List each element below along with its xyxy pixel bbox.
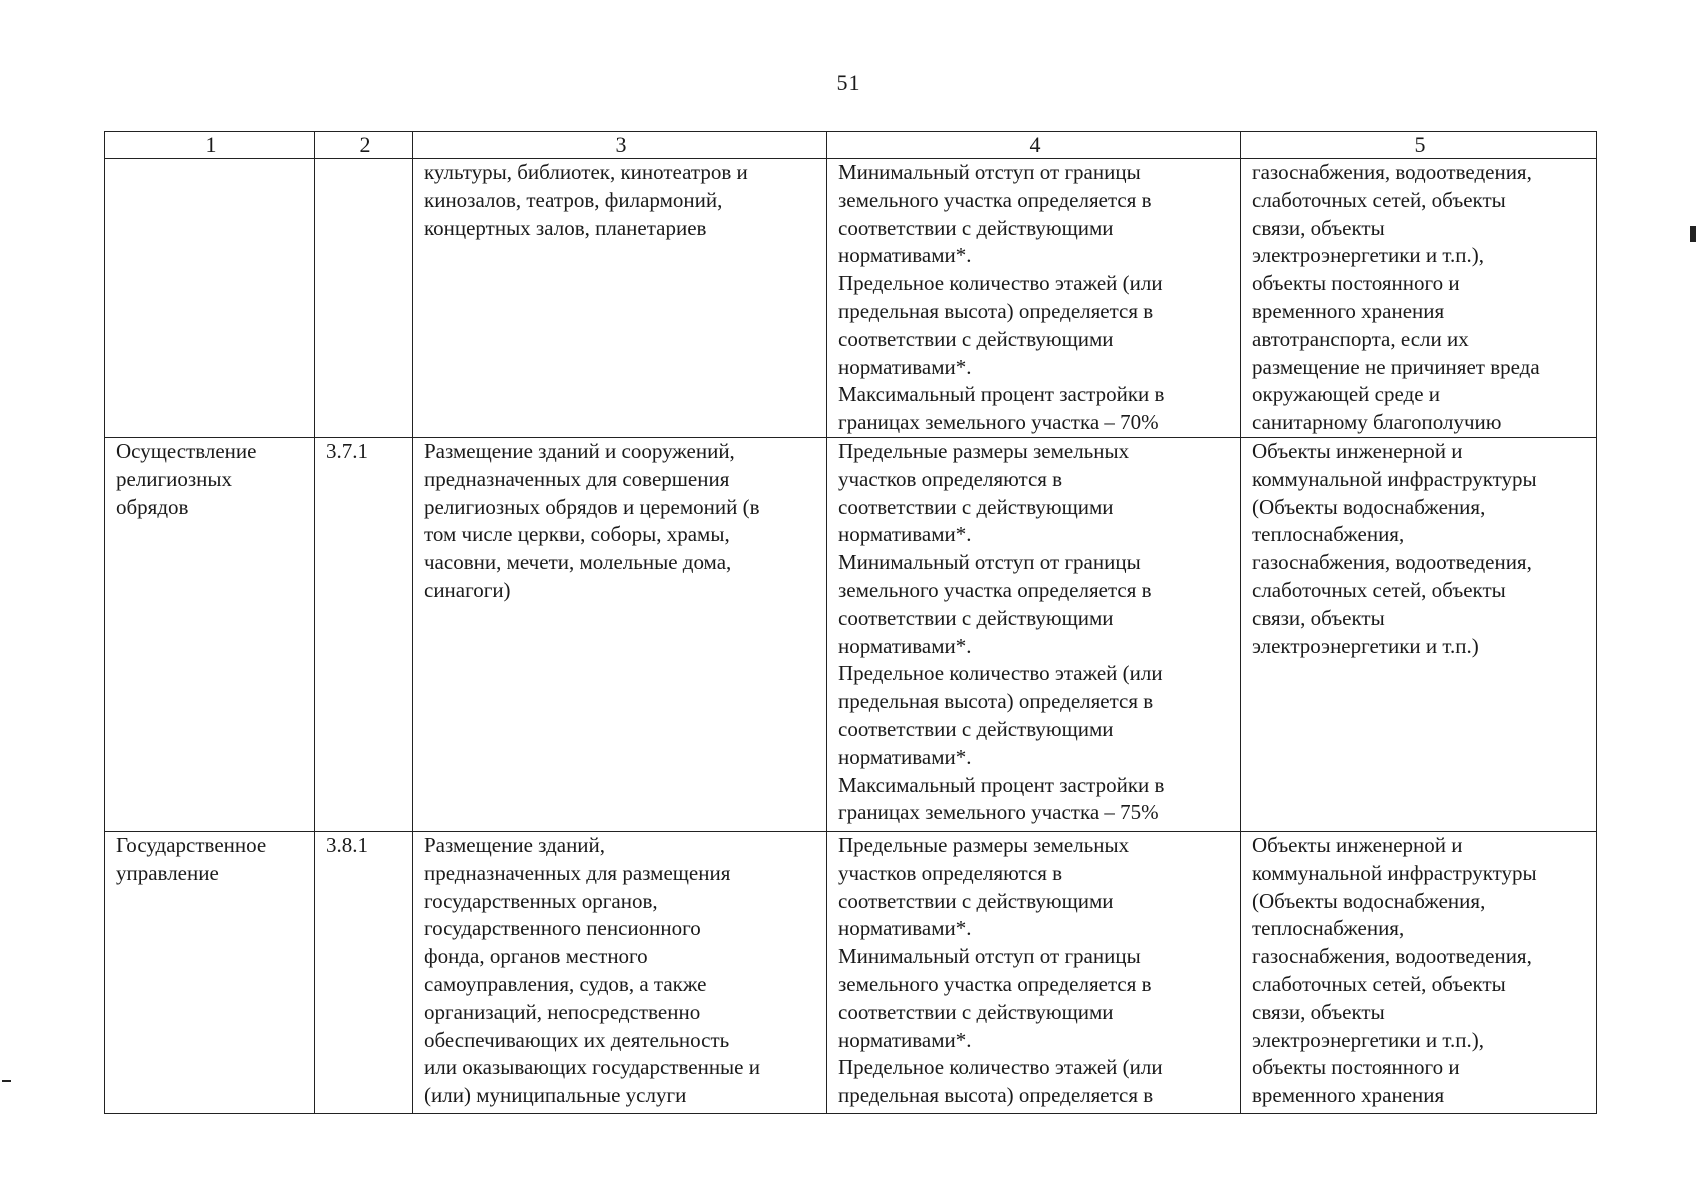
parameters-cell: Предельные размеры земельных участков определяются в соответствии с действующими нормативами*. Минимальный отступ от границы земельного участка определяется в соответствии с действующими нормативами*. Предельное количество этажей (или предельная высота) определяется в соответствии с действующими нормативами*. Максимальный процент застройки в границах земельного участка – 75% xyxy=(827,437,1241,831)
margin-tick-mark xyxy=(2,1080,11,1082)
column-header-2: 2 xyxy=(315,132,413,159)
page-number: 51 xyxy=(836,70,861,95)
land-use-table xyxy=(104,131,1597,1114)
table-row xyxy=(105,159,1597,438)
column-header-3: 3 xyxy=(413,132,827,159)
edge-scan-mark xyxy=(1690,226,1696,242)
description-cell: культуры, библиотек, кинотеатров и кинозалов, театров, филармоний, концертных залов, планетариев xyxy=(413,159,827,438)
auxiliary-uses-cell: Объекты инженерной и коммунальной инфраструктуры (Объекты водоснабжения, теплоснабжения, газоснабжения, водоотведения, слаботочных сетей, объекты связи, объекты электроэнергетики и т.п.) xyxy=(1241,437,1597,831)
auxiliary-uses-cell: газоснабжения, водоотведения, слаботочных сетей, объекты связи, объекты электроэнергетики и т.п.), объекты постоянного и временного хранения автотранспорта, если их размещение не причиняет вреда окружающей среде и санитарному благополучию xyxy=(1241,159,1597,438)
parameters-cell: Предельные размеры земельных участков определяются в соответствии с действующими нормативами*. Минимальный отступ от границы земельного участка определяется в соответствии с действующими нормативами*. Предельное количество этажей (или предельная высота) определяется в xyxy=(827,831,1241,1113)
table-row xyxy=(105,831,1597,1113)
use-code-cell: 3.7.1 xyxy=(315,437,413,831)
use-name-cell xyxy=(105,159,315,438)
use-code-cell xyxy=(315,159,413,438)
use-name-cell: Осуществление религиозных обрядов xyxy=(105,437,315,831)
description-cell: Размещение зданий, предназначенных для размещения государственных органов, государственного пенсионного фонда, органов местного самоуправления, судов, а также организаций, непосредственно обеспечивающих их деятельность или оказывающих государственные и (или) муниципальные услуги xyxy=(413,831,827,1113)
column-header-5: 5 xyxy=(1241,132,1597,159)
description-cell: Размещение зданий и сооружений, предназначенных для совершения религиозных обрядов и церемоний (в том числе церкви, соборы, храмы, часовни, мечети, молельные дома, синагоги) xyxy=(413,437,827,831)
use-code-cell: 3.8.1 xyxy=(315,831,413,1113)
column-header-1: 1 xyxy=(105,132,315,159)
parameters-cell: Минимальный отступ от границы земельного участка определяется в соответствии с действующими нормативами*. Предельное количество этажей (или предельная высота) определяется в соответствии с действующими нормативами*. Максимальный процент застройки в границах земельного участка – 70% xyxy=(827,159,1241,438)
column-header-4: 4 xyxy=(827,132,1241,159)
table-header-row xyxy=(105,132,1597,159)
use-name-cell: Государственное управление xyxy=(105,831,315,1113)
auxiliary-uses-cell: Объекты инженерной и коммунальной инфраструктуры (Объекты водоснабжения, теплоснабжения, газоснабжения, водоотведения, слаботочных сетей, объекты связи, объекты электроэнергетики и т.п.), объекты постоянного и временного хранения xyxy=(1241,831,1597,1113)
table-row xyxy=(105,437,1597,831)
